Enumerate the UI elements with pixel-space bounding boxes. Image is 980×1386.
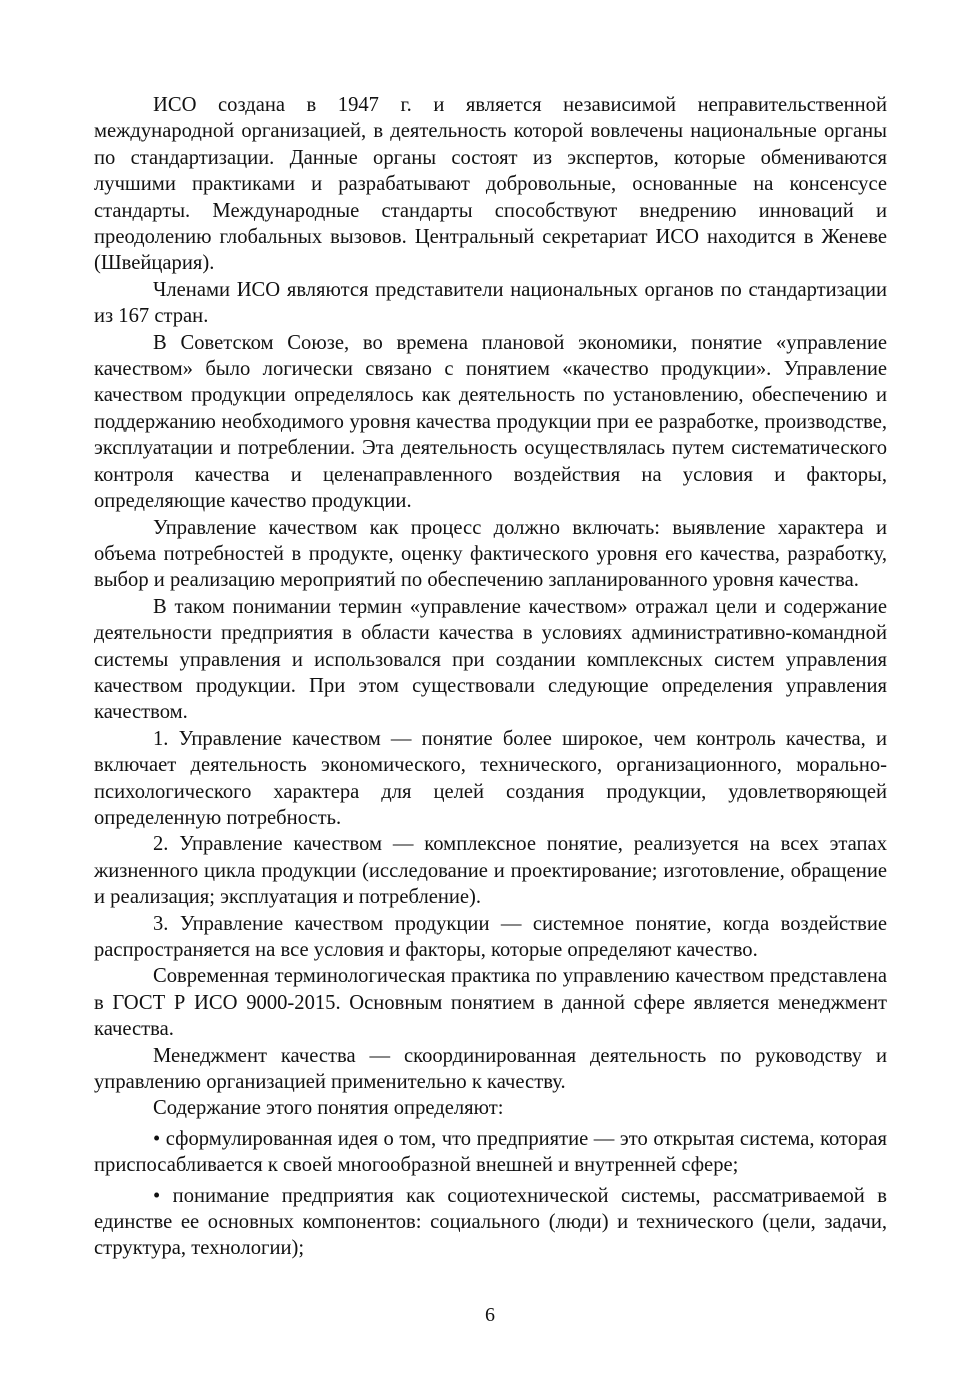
definition-item-3: 3. Управление качеством продукции — системное понятие, когда воздействие распространяется на все условия и факторы, которые определяют качество. [94,912,887,961]
paragraph-gost-standard: Современная терминологическая практика по управлению качеством представлена в ГОСТ Р ИСО 9000-2015. Основным понятием в данной сфере является менеджмент качества. [94,965,887,1041]
paragraph-iso-members: Членами ИСО являются представители национальных органов по стандартизации из 167 стран. [94,278,887,328]
bullet-item-sociotechnical-system: • понимание предприятия как социотехнической системы, рассматриваемой в единстве ее основных компонентов: социального (люди) и технического (цели, задачи, структура, технологии); [94,1184,887,1260]
page-number: 6 [485,1304,495,1326]
paragraph-term-understanding: В таком понимании термин «управление качеством» отражал цели и содержание деятельности предприятия в области качества в условиях административно-командной системы управления и использовался при создании комплексных систем управления качеством продукции. При этом существовали следующие определения управления качеством. [94,595,887,724]
bullet-item-open-system: • сформулированная идея о том, что предприятие — это открытая система, которая приспосабливается к своей многообразной внешней и внутренней сфере; [94,1127,887,1177]
definition-item-2: 2. Управление качеством — комплексное понятие, реализуется на всех этапах жизненного цикла продукции (исследование и проектирование; изготовление, обращение и реализация; эксплуатация и потребление). [94,833,887,909]
page-body [94,92,887,1262]
paragraph-iso-founded: ИСО создана в 1947 г. и является независимой неправительственной международной организацией, в деятельность которой вовлечены национальные органы по стандартизации. Данные органы состоят из экспертов, которые обмениваются лучшими практиками и разрабатывают добровольные, основанные на консенсусе стандарты. Международные стандарты способствуют внедрению инноваций и преодолению глобальных вызовов. Центральный секретариат ИСО находится в Женеве (Швейцария). [94,94,887,275]
paragraph-soviet-quality: В Советском Союзе, во времена плановой экономики, понятие «управление качеством» было логически связано с понятием «качество продукции». Управление качеством продукции определялось как деятельность по установлению, обеспечению и поддержанию необходимого уровня качества продукции при ее разработке, производстве, эксплуатации и потреблении. Эта деятельность осуществлялась путем систематического контроля качества и целенаправленного воздействия на условия и факторы, определяющие качество продукции. [94,331,887,513]
paragraph-concept-content: Содержание этого понятия определяют: [153,1097,504,1120]
paragraph-quality-management-definition: Менеджмент качества — скоординированная деятельность по руководству и управлению организацией применительно к качеству. [94,1044,887,1094]
paragraph-quality-process: Управление качеством как процесс должно включать: выявление характера и объема потребностей в продукте, оценку фактического уровня его качества, разработку, выбор и реализацию мероприятий по обеспечению запланированного уровня качества. [94,516,887,592]
definition-item-1: 1. Управление качеством — понятие более широкое, чем контроль качества, и включает деятельность экономического, технического, организационного, морально-психологического характера для целей создания продукции, удовлетворяющей определенную потребность. [94,727,887,829]
